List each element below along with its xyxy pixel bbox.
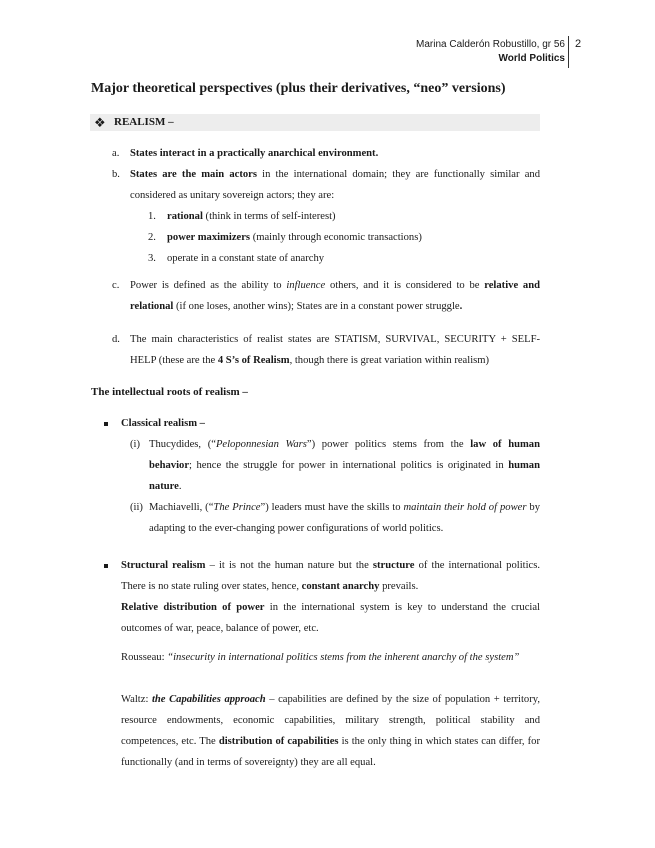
item-d-text	[130, 329, 540, 371]
item-b-marker: b.	[112, 169, 120, 180]
header-author: Marina Calderón Robustillo, gr 56	[416, 39, 565, 50]
sub-1-bold: rational	[167, 211, 203, 222]
waltz-para	[121, 689, 540, 773]
structural-bold3: constant anarchy	[301, 581, 380, 592]
bullet-square-icon	[104, 422, 108, 426]
structural-label: Structural realism	[121, 560, 206, 571]
item-a-text: States interact in a practically anarchical environment.	[130, 148, 379, 159]
classical-i-part4: .	[178, 481, 182, 492]
classical-ii-italic: The Prince	[213, 502, 261, 513]
structural-bold2: structure	[372, 560, 415, 571]
structural-part2: of the international politics. There is no state ruling over states, hence,	[121, 560, 540, 592]
sub-1-text	[167, 206, 537, 227]
structural-distribution: distribution of power	[163, 602, 265, 613]
waltz-approach: the Capabilities approach	[151, 694, 266, 705]
item-b-rest: in the international domain; they are functionally similar and considered as unitary sovereign actors; they are:	[130, 169, 541, 201]
classical-i-part2: ”) power politics stems from the	[306, 439, 471, 450]
page-number: 2	[575, 38, 582, 50]
classical-i-part3: ; hence the struggle for power in international politics is originated in	[189, 460, 509, 471]
item-c-bold: relative and relational	[130, 280, 540, 312]
structural-para2	[121, 597, 540, 639]
running-header	[416, 38, 565, 66]
rousseau-name: Rousseau:	[121, 652, 168, 663]
classical-ii-part2: ”) leaders must have the skills to	[260, 502, 404, 513]
item-c-italic: influence	[286, 280, 326, 291]
classical-ii-part1: Machiavelli, (“	[149, 502, 214, 513]
item-d-part2: , though there is great variation within realism)	[289, 355, 490, 366]
classical-i-text	[149, 434, 540, 497]
item-d-marker: d.	[112, 334, 120, 345]
header-course: World Politics	[498, 53, 565, 64]
structural-relative: Relative	[121, 602, 159, 613]
rousseau-quote: “insecurity in international politics stems from the inherent anarchy of the system”	[167, 652, 520, 663]
classical-i-bold1: law of human behavior	[149, 439, 540, 471]
item-b-bold: States are the main actors	[130, 169, 257, 180]
item-c-text	[130, 275, 540, 317]
item-c-part2: others, and it is considered to be	[325, 280, 485, 291]
classical-i-marker: (i)	[130, 439, 140, 450]
item-c-part1: Power is defined as the ability to	[130, 280, 287, 291]
structural-part1: – it is not the human nature but the	[205, 560, 373, 571]
page-title: Major theoretical perspectives (plus their derivatives, “neo” versions)	[91, 81, 506, 96]
item-a-marker: a.	[112, 148, 120, 159]
item-d-part1: The main characteristics of realist states are STATISM, SURVIVAL, SECURITY + SELF-HELP (these are the	[130, 334, 540, 366]
realism-heading-label: REALISM –	[114, 116, 174, 128]
waltz-part1: – capabilities are defined by the size of population + territory, resource endowments, economic capabilities, military strength, political stability and competences, etc. The	[121, 694, 540, 747]
classical-ii-italic2: maintain their hold of power	[403, 502, 527, 513]
sub-1-marker: 1.	[148, 211, 156, 222]
waltz-name: Waltz:	[121, 694, 152, 705]
rousseau-para	[121, 647, 540, 668]
sub-2-bold: power maximizers	[167, 232, 251, 243]
classical-ii-marker: (ii)	[130, 502, 143, 513]
sub-2-rest: (mainly through economic transactions)	[250, 232, 422, 243]
waltz-part2: is the only thing in which states can differ, for functionally (and in terms of sovereignty) they are all equal.	[121, 736, 540, 768]
sub-3-text	[167, 248, 537, 269]
diamond-icon: ❖	[94, 115, 106, 130]
item-b-text	[130, 164, 540, 206]
item-c-marker: c.	[112, 280, 120, 291]
structural-part3: prevails.	[379, 581, 419, 592]
classical-ii-text	[149, 497, 540, 539]
sub-3-rest: operate in a constant state of anarchy	[167, 253, 325, 264]
structural-para2-rest: in the international system is key to understand the crucial outcomes of war, peace, balance of power, etc.	[121, 602, 540, 634]
bullet-square-icon	[104, 564, 108, 568]
classical-i-part1: Thucydides, (“	[149, 439, 216, 450]
header-divider	[568, 36, 569, 68]
roots-title: The intellectual roots of realism –	[91, 386, 248, 398]
realism-heading	[90, 114, 540, 131]
waltz-bold: distribution of capabilities	[218, 736, 339, 747]
sub-3-marker: 3.	[148, 253, 156, 264]
item-c-part3: (if one loses, another wins); States are in a constant power struggle	[173, 301, 460, 312]
sub-2-marker: 2.	[148, 232, 156, 243]
sub-2-text	[167, 227, 537, 248]
classical-i-italic: Peloponnesian Wars	[215, 439, 307, 450]
sub-1-rest: (think in terms of self-interest)	[202, 211, 336, 222]
classical-i-bold2: human nature	[149, 460, 540, 492]
item-c-period: .	[459, 301, 463, 312]
structural-para1	[121, 555, 540, 597]
classical-label: Classical realism –	[121, 418, 205, 429]
item-d-bold: 4 S’s of Realism	[217, 355, 290, 366]
classical-ii-part3: by adapting to the ever-changing power configurations of world politics.	[149, 502, 541, 534]
